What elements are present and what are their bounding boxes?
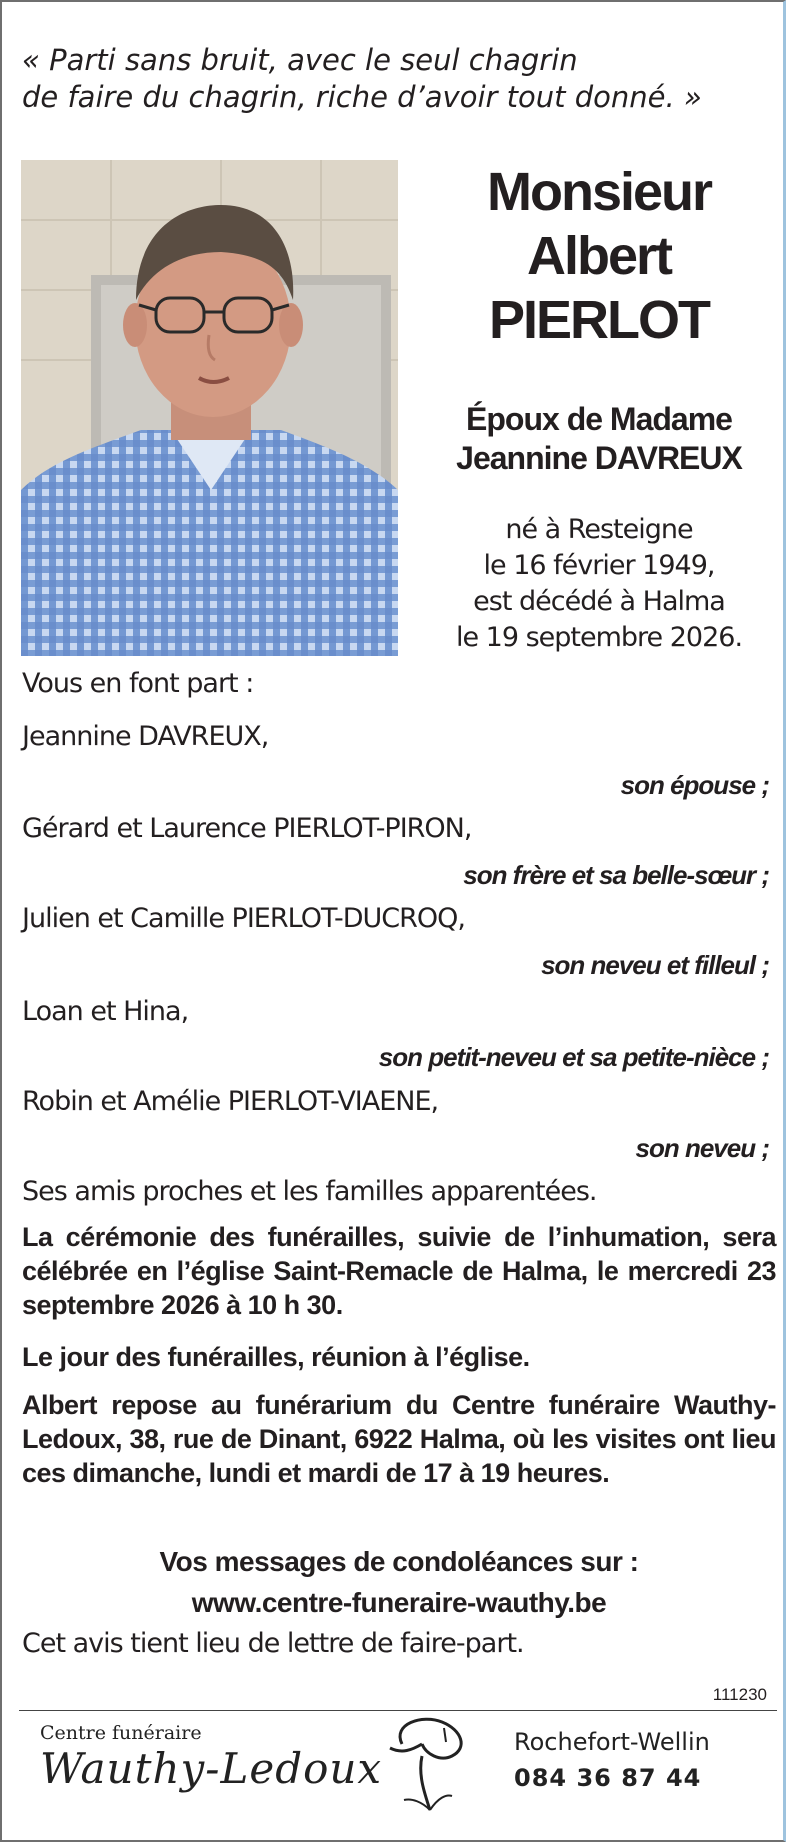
funeral-home-label: Centre funéraire [40,1722,202,1744]
civility: Monsieur [486,162,712,222]
visitation-info: Albert repose au funérarium du Centre funéraire Wauthy-Ledoux, 38, rue de Dinant, 6922 Halma, où les visites ont lieu ces dimanche, lundi et mardi de 17 à 19 heures. [22,1390,776,1488]
quote-line-1: « Parti sans bruit, avec le seul chagrin [22,43,578,77]
deceased-name [432,160,766,352]
spouse-line-1: Époux de Madame [466,401,732,437]
condolences-label: Vos messages de condoléances sur : [159,1546,639,1577]
funeral-home-phone[interactable]: 084 36 87 44 [514,1764,702,1792]
calla-lily-icon [382,1714,474,1826]
epitaph-quote [22,42,762,116]
family-relation: son neveu et filleul ; [541,950,769,980]
last-name: PIERLOT [488,290,709,350]
condolences-url[interactable]: www.centre-funeraire-wauthy.be [191,1587,607,1618]
family-relation: son petit-neveu et sa petite-nièce ; [378,1042,769,1072]
family-names: Loan et Hina, [22,996,189,1027]
birth-date: le 16 février 1949, [483,550,715,581]
funeral-home-town: Rochefort-Wellin [514,1728,710,1756]
reference-number: 111230 [712,1685,767,1704]
spouse-info [432,400,766,478]
funeral-home-brand [40,1722,382,1793]
footer-divider [19,1710,777,1711]
birth-death-info [432,512,766,656]
death-place: est décédé à Halma [473,586,725,617]
family-names: Robin et Amélie PIERLOT-VIAENE, [22,1086,439,1117]
spouse-line-2: Jeannine DAVREUX [456,440,742,476]
family-relation: son frère et sa belle-sœur ; [463,860,769,890]
funeral-ceremony: La cérémonie des funérailles, suivie de l’inhumation, sera célébrée en l’église Saint-Remacle de Halma, le mercredi 23 septembre 2026 à 10 h 30. [22,1222,776,1320]
funeral-home-contact [514,1728,710,1792]
birth-place: né à Resteigne [505,514,693,545]
family-names: Julien et Camille PIERLOT-DUCROQ, [22,903,465,934]
portrait-illustration [21,160,398,656]
death-date: le 19 septembre 2026. [455,622,743,653]
funeral-meeting: Le jour des funérailles, réunion à l’église. [22,1342,530,1372]
first-name: Albert [526,226,671,286]
friends-and-family: Ses amis proches et les familles apparentées. [22,1176,597,1207]
family-relation: son épouse ; [620,770,769,800]
family-names: Jeannine DAVREUX, [22,721,269,752]
notice-text: Cet avis tient lieu de lettre de faire-part. [22,1628,524,1659]
announcement-intro: Vous en font part : [22,668,254,699]
family-names: Gérard et Laurence PIERLOT-PIRON, [22,813,472,844]
portrait-photo [21,160,398,656]
quote-line-2: de faire du chagrin, riche d’avoir tout donné. » [22,80,702,114]
funeral-home-name: Wauthy-Ledoux [40,1744,383,1793]
family-relation: son neveu ; [635,1133,769,1163]
